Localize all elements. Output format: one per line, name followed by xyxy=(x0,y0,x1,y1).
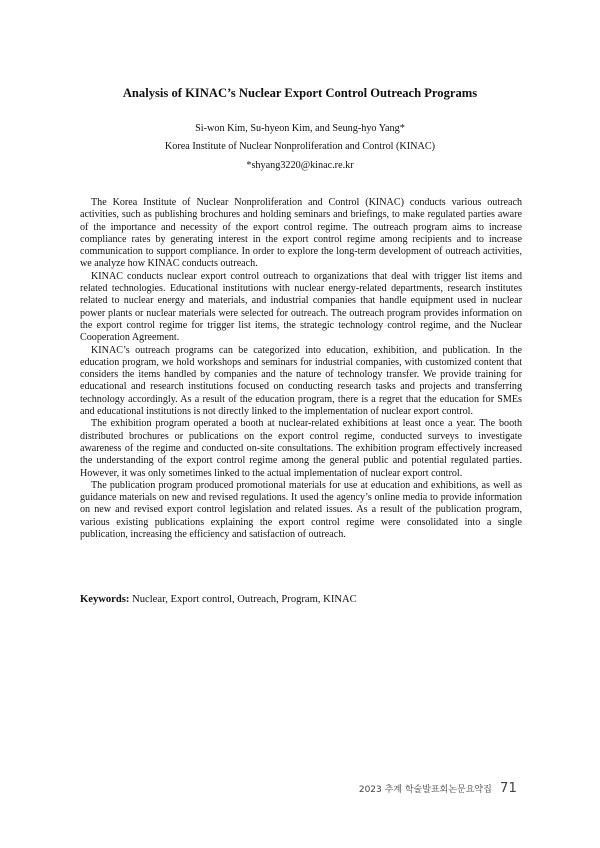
corresponding-email: *shyang3220@kinac.re.kr xyxy=(246,160,354,171)
page-footer xyxy=(359,780,517,796)
page-number: 71 xyxy=(499,780,517,796)
paper-title: Analysis of KINAC’s Nuclear Export Control Outreach Programs xyxy=(122,86,478,100)
abstract-paragraph: The Korea Institute of Nuclear Nonproliferation and Control (KINAC) conducts various outreach activities, such as publishing brochures and holding seminars and briefings, to make regulated parties aware of the importance and necessity of the export control regime. The outreach program aims to increase compliance rates by generating interest in the export control regime among recipients and to increase communication to support compliance. In order to explore the long-term development of outreach activities, we analyze how KINAC conducts outreach. xyxy=(80,197,522,270)
keywords-label: Keywords: xyxy=(80,594,130,605)
abstract-body xyxy=(80,197,522,541)
abstract-paragraph: The exhibition program operated a booth at nuclear-related exhibitions at least once a year. The booth distributed brochures or publications on the export control regime, conducted surveys to investigate awareness of the regime and conducted on-site consultations. The exhibition program effectively increased the understanding of the export control regime among the general public and potential regulated parties. However, it was only sometimes linked to the actual implementation of nuclear export control. xyxy=(80,418,522,479)
abstract-paragraph: The publication program produced promotional materials for use at education and exhibitions, as well as guidance materials on new and revised regulations. It used the agency’s online media to provide information on new and revised export control legislation and related issues. As a result of the publication program, various existing publications explaining the export control regime were consolidated into a single publication, increasing the efficiency and satisfaction of outreach. xyxy=(80,479,522,541)
keywords-list: Nuclear, Export control, Outreach, Program, KINAC xyxy=(132,594,357,605)
abstract-paragraph: KINAC conducts nuclear export control outreach to organizations that deal with trigger list items and related technologies. Educational institutions with nuclear energy-related departments, research institutes related to nuclear energy and materials, and industrial companies that handle equipment used in nuclear power plants or nuclear materials were selected for outreach. The outreach program provides information on the export control regime for trigger list items, the strategic technology control regime, and the Nuclear Cooperation Agreement. xyxy=(80,270,522,344)
journal-name: 2023 추계 학술발표회논문요약집 xyxy=(358,785,492,795)
abstract-paragraph: KINAC’s outreach programs can be categorized into education, exhibition, and publication. In the education program, we hold workshops and seminars for industrial companies, with customized content that considers the items handled by companies and the nature of technology transfer. We provide training for educational and research institutions focused on conducting research tasks and projects and transferring technology accordingly. As a result of the education program, there is a regret that the education for SMEs and educational institutions is not directly linked to the implementation of nuclear export control. xyxy=(80,344,522,418)
affiliation: Korea Institute of Nuclear Nonproliferation and Control (KINAC) xyxy=(164,141,436,152)
author-list: Si-won Kim, Su-hyeon Kim, and Seung-hyo Yang* xyxy=(195,123,405,134)
keywords-line xyxy=(80,594,522,605)
